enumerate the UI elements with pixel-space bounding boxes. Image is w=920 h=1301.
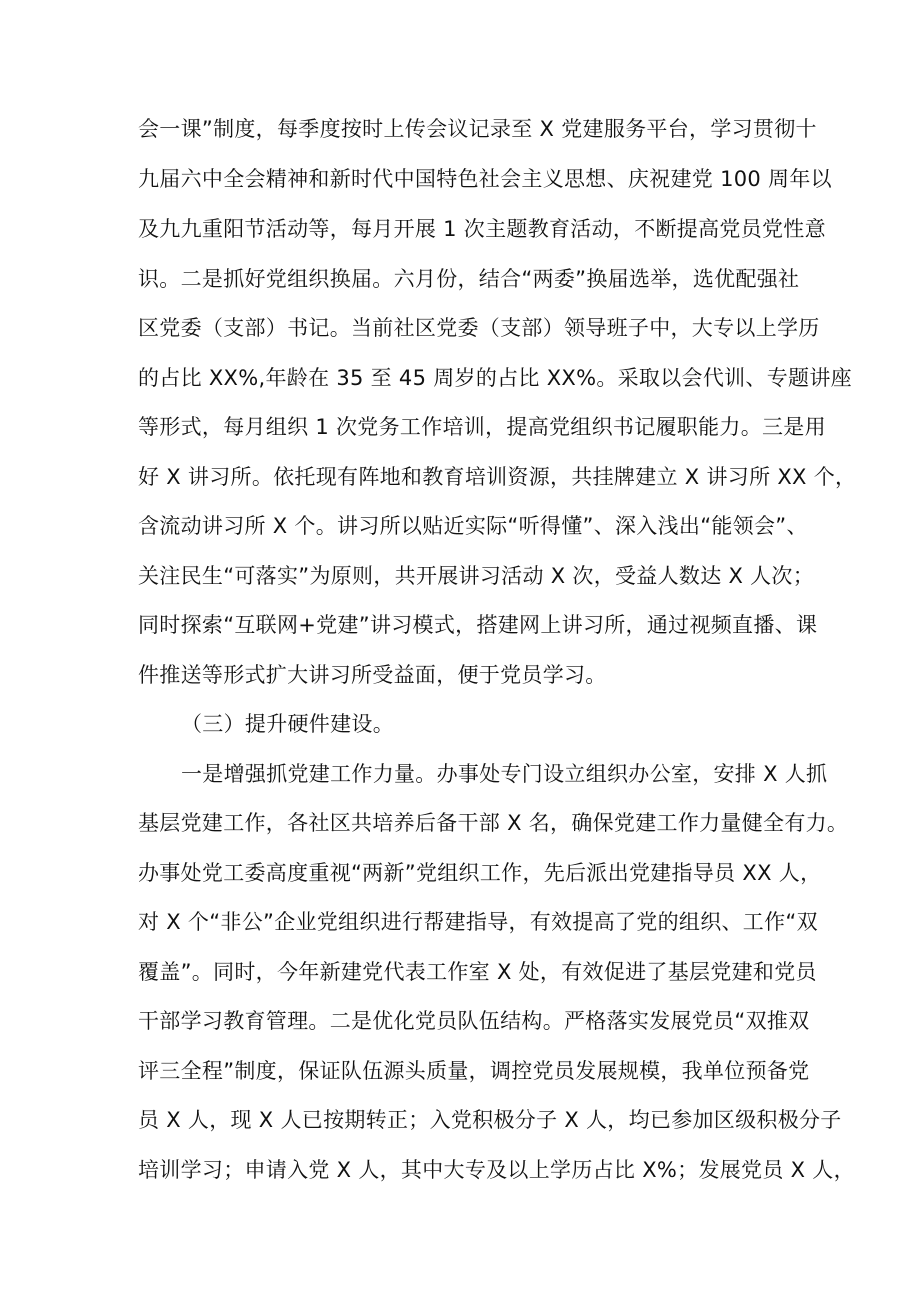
text-line: 会一课”制度，每季度按时上传会议记录至 X 党建服务平台，学习贯彻十 bbox=[138, 117, 817, 141]
text-line: 评三全程”制度，保证队伍源头质量，调控党员发展规模，我单位预备党 bbox=[138, 1059, 810, 1083]
text-line: 同时探索“互联网+党建”讲习模式，搭建网上讲习所，通过视频直播、课 bbox=[138, 613, 818, 637]
text-line: 好 X 讲习所。依托现有阵地和教育培训资源，共挂牌建立 X 讲习所 XX 个， bbox=[138, 465, 857, 489]
text-line: 关注民生“可落实”为原则，共开展讲习活动 X 次，受益人数达 X 人次； bbox=[138, 564, 815, 588]
text-line: 对 X 个“非公”企业党组织进行帮建指导，有效提高了党的组织、工作“双 bbox=[138, 910, 818, 934]
section-heading: （三）提升硬件建设。 bbox=[181, 712, 394, 736]
text-line: 含流动讲习所 X 个。讲习所以贴近实际“听得懂”、深入浅出“能领会”、 bbox=[138, 514, 808, 538]
text-line: 及九九重阳节活动等，每月开展 1 次主题教育活动，不断提高党员党性意 bbox=[138, 217, 826, 241]
text-line: 员 X 人，现 X 人已按期转正；入党积极分子 X 人，均已参加区级积极分子 bbox=[138, 1108, 842, 1132]
text-line: 干部学习教育管理。二是优化党员队伍结构。严格落实发展党员“双推双 bbox=[138, 1009, 810, 1033]
text-line: 九届六中全会精神和新时代中国特色社会主义思想、庆祝建党 100 周年以 bbox=[138, 167, 832, 191]
text-line: 等形式，每月组织 1 次党务工作培训，提高党组织书记履职能力。三是用 bbox=[138, 415, 826, 439]
text-line: 件推送等形式扩大讲习所受益面，便于党员学习。 bbox=[138, 663, 607, 687]
text-line: 基层党建工作，各社区共培养后备干部 X 名，确保党建工作力量健全有力。 bbox=[138, 811, 849, 835]
text-line: 办事处党工委高度重视“两新”党组织工作，先后派出党建指导员 XX 人， bbox=[138, 861, 822, 885]
text-line: 培训学习；申请入党 X 人，其中大专及以上学历占比 X%；发展党员 X 人， bbox=[138, 1158, 855, 1182]
text-line: 一是增强抓党建工作力量。办事处专门设立组织办公室，安排 X 人抓 bbox=[181, 762, 828, 786]
text-line: 的占比 XX%,年龄在 35 至 45 周岁的占比 XX%。采取以会代训、专题讲座 bbox=[138, 366, 852, 390]
text-line: 区党委（支部）书记。当前社区党委（支部）领导班子中，大专以上学历 bbox=[138, 316, 820, 340]
text-line: 覆盖”。同时，今年新建党代表工作室 X 处，有效促进了基层党建和党员 bbox=[138, 960, 817, 984]
text-line: 识。二是抓好党组织换届。六月份，结合“两委”换届选举，选优配强社 bbox=[138, 267, 800, 291]
